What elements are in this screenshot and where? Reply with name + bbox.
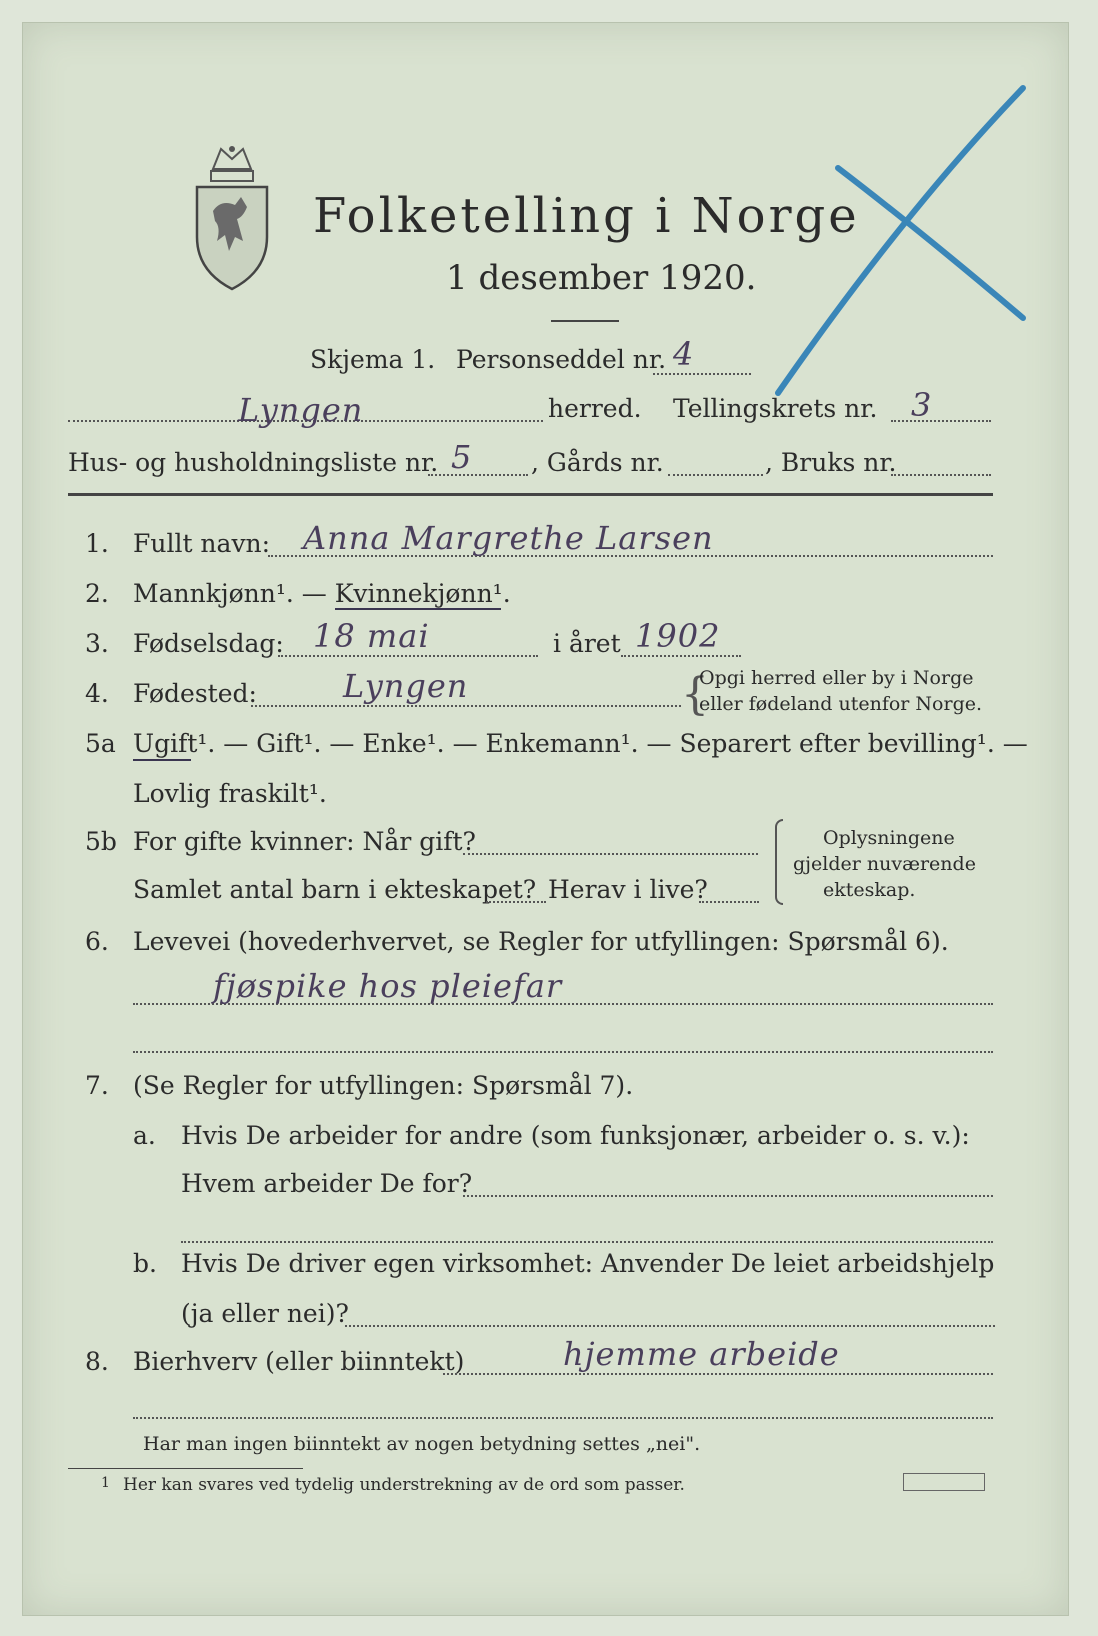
marriage-note-1: Oplysningene bbox=[823, 827, 955, 849]
census-date: 1 desember 1920. bbox=[446, 258, 757, 298]
birthplace-note-1: Opgi herred eller by i Norge bbox=[699, 667, 974, 689]
norway-coat-of-arms-icon bbox=[191, 141, 273, 291]
q8-number: 8. bbox=[85, 1347, 109, 1376]
q7a-question: Hvis De arbeider for andre (som funksjonær, arbeider o. s. v.): bbox=[181, 1121, 970, 1150]
employer-label: Hvem arbeider De for? bbox=[181, 1169, 473, 1198]
q1-label: Fullt navn: bbox=[133, 529, 271, 558]
personseddel-label: Personseddel nr. bbox=[456, 345, 667, 374]
census-form-sheet bbox=[22, 22, 1069, 1616]
occupation-label: Levevei (hovederhvervet, se Regler for utfyllingen: Spørsmål 6). bbox=[133, 927, 949, 956]
birth-year-value: 1902 bbox=[635, 617, 721, 655]
footnote-marker: 1 bbox=[101, 1475, 110, 1491]
marriage-note-2: gjelder nuværende bbox=[793, 853, 976, 875]
children-count-label: Samlet antal barn i ekteskapet? bbox=[133, 875, 537, 904]
q2-number: 2. bbox=[85, 579, 109, 608]
schema-number: Skjema 1. bbox=[310, 345, 436, 374]
tellingskrets-label: Tellingskrets nr. bbox=[673, 394, 878, 423]
footnote-text: Her kan svares ved tydelig understrekning av de ord som passer. bbox=[123, 1475, 685, 1495]
brace-icon: { bbox=[681, 669, 709, 720]
q5b-number: 5b bbox=[85, 827, 117, 856]
q7b-letter: b. bbox=[133, 1249, 157, 1278]
birth-year-label: i året bbox=[553, 629, 621, 658]
brace-bracket bbox=[775, 819, 783, 905]
married-when-label: For gifte kvinner: Når gift? bbox=[133, 827, 476, 856]
q4-number: 4. bbox=[85, 679, 109, 708]
birthday-value: 18 mai bbox=[313, 617, 430, 655]
occupation-value: fjøspike hos pleiefar bbox=[213, 967, 563, 1005]
q7a-letter: a. bbox=[133, 1121, 156, 1150]
marital-status-options-2: Lovlig fraskilt¹. bbox=[133, 779, 327, 808]
husliste-value: 5 bbox=[451, 438, 473, 476]
q3-number: 3. bbox=[85, 629, 109, 658]
q6-number: 6. bbox=[85, 927, 109, 956]
no-income-note: Har man ingen biinntekt av nogen betydning settes „nei". bbox=[143, 1433, 701, 1455]
herred-label: herred. bbox=[548, 394, 642, 423]
birthplace-label: Fødested: bbox=[133, 679, 257, 708]
q1-number: 1. bbox=[85, 529, 109, 558]
full-name-value: Anna Margrethe Larsen bbox=[303, 519, 714, 557]
marital-status-options: Ugift¹. — Gift¹. — Enke¹. — Enkemann¹. — Separert efter bevilling¹. — bbox=[133, 729, 1028, 758]
printer-stamp bbox=[903, 1473, 985, 1491]
husliste-label: Hus- og husholdningsliste nr. bbox=[68, 448, 439, 477]
gards-label: , Gårds nr. bbox=[531, 448, 664, 477]
tellingskrets-value: 3 bbox=[911, 386, 933, 424]
q7-label: (Se Regler for utfyllingen: Spørsmål 7). bbox=[133, 1071, 634, 1100]
bruks-label: , Bruks nr. bbox=[765, 448, 897, 477]
q7-number: 7. bbox=[85, 1071, 109, 1100]
birthplace-value: Lyngen bbox=[343, 667, 469, 705]
side-income-value: hjemme arbeide bbox=[563, 1335, 840, 1373]
side-income-label: Bierhverv (eller biinntekt) bbox=[133, 1347, 465, 1376]
children-alive-label: Herav i live? bbox=[548, 875, 708, 904]
q5a-number: 5a bbox=[85, 729, 116, 758]
hired-help-label: (ja eller nei)? bbox=[181, 1299, 349, 1328]
birthplace-note-2: eller fødeland utenfor Norge. bbox=[699, 693, 983, 715]
marriage-note-3: ekteskap. bbox=[823, 879, 916, 901]
herred-value: Lyngen bbox=[238, 391, 364, 429]
q7b-question: Hvis De driver egen virksomhet: Anvender De leiet arbeidshjelp bbox=[181, 1249, 995, 1278]
personseddel-value: 4 bbox=[673, 335, 695, 373]
gender-options: Mannkjønn¹. — Kvinnekjønn¹. bbox=[133, 579, 511, 608]
birthday-label: Fødselsdag: bbox=[133, 629, 284, 658]
form-title: Folketelling i Norge bbox=[313, 188, 860, 244]
